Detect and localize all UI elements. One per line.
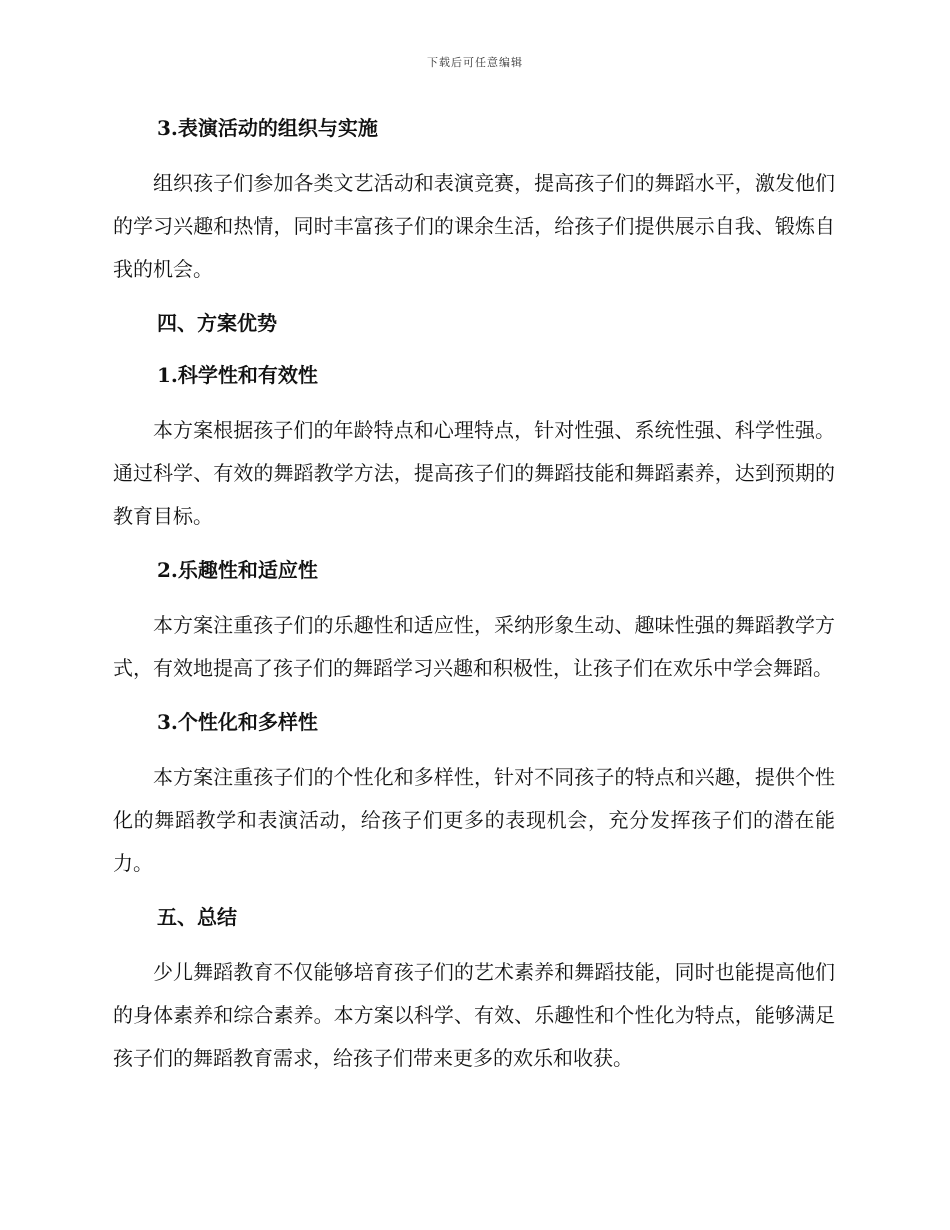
paragraph-personalized: 本方案注重孩子们的个性化和多样性，针对不同孩子的特点和兴趣，提供个性化的舞蹈教学和表演活动，给孩子们更多的表现机会，充分发挥孩子们的潜在能力。	[113, 765, 835, 875]
section-heading-personalized: 3.个性化和多样性	[157, 710, 318, 734]
paragraph-fun: 本方案注重孩子们的乐趣性和适应性，采纳形象生动、趣味性强的舞蹈教学方式，有效地提高了孩子们的舞蹈学习兴趣和积极性，让孩子们在欢乐中学会舞蹈。	[113, 613, 835, 680]
section-heading-scientific: 1.科学性和有效性	[157, 363, 318, 387]
header-note: 下载后可任意编辑	[427, 56, 523, 69]
section-heading-fun: 2.乐趣性和适应性	[157, 558, 318, 582]
paragraph-summary: 少儿舞蹈教育不仅能够培育孩子们的艺术素养和舞蹈技能，同时也能提高他们的身体素养和综合素养。本方案以科学、有效、乐趣性和个性化为特点，能够满足孩子们的舞蹈教育需求，给孩子们带来更多的欢乐和收获。	[113, 960, 835, 1070]
section-heading-performance: 3.表演活动的组织与实施	[157, 116, 378, 140]
section-heading-advantages: 四、方案优势	[157, 311, 277, 335]
section-heading-summary: 五、总结	[157, 905, 237, 929]
paragraph-scientific: 本方案根据孩子们的年龄特点和心理特点，针对性强、系统性强、科学性强。通过科学、有效的舞蹈教学方法，提高孩子们的舞蹈技能和舞蹈素养，达到预期的教育目标。	[113, 418, 835, 528]
document-body	[113, 108, 835, 1080]
paragraph-performance: 组织孩子们参加各类文艺活动和表演竞赛，提高孩子们的舞蹈水平，激发他们的学习兴趣和热情，同时丰富孩子们的课余生活，给孩子们提供展示自我、锻炼自我的机会。	[113, 171, 835, 281]
